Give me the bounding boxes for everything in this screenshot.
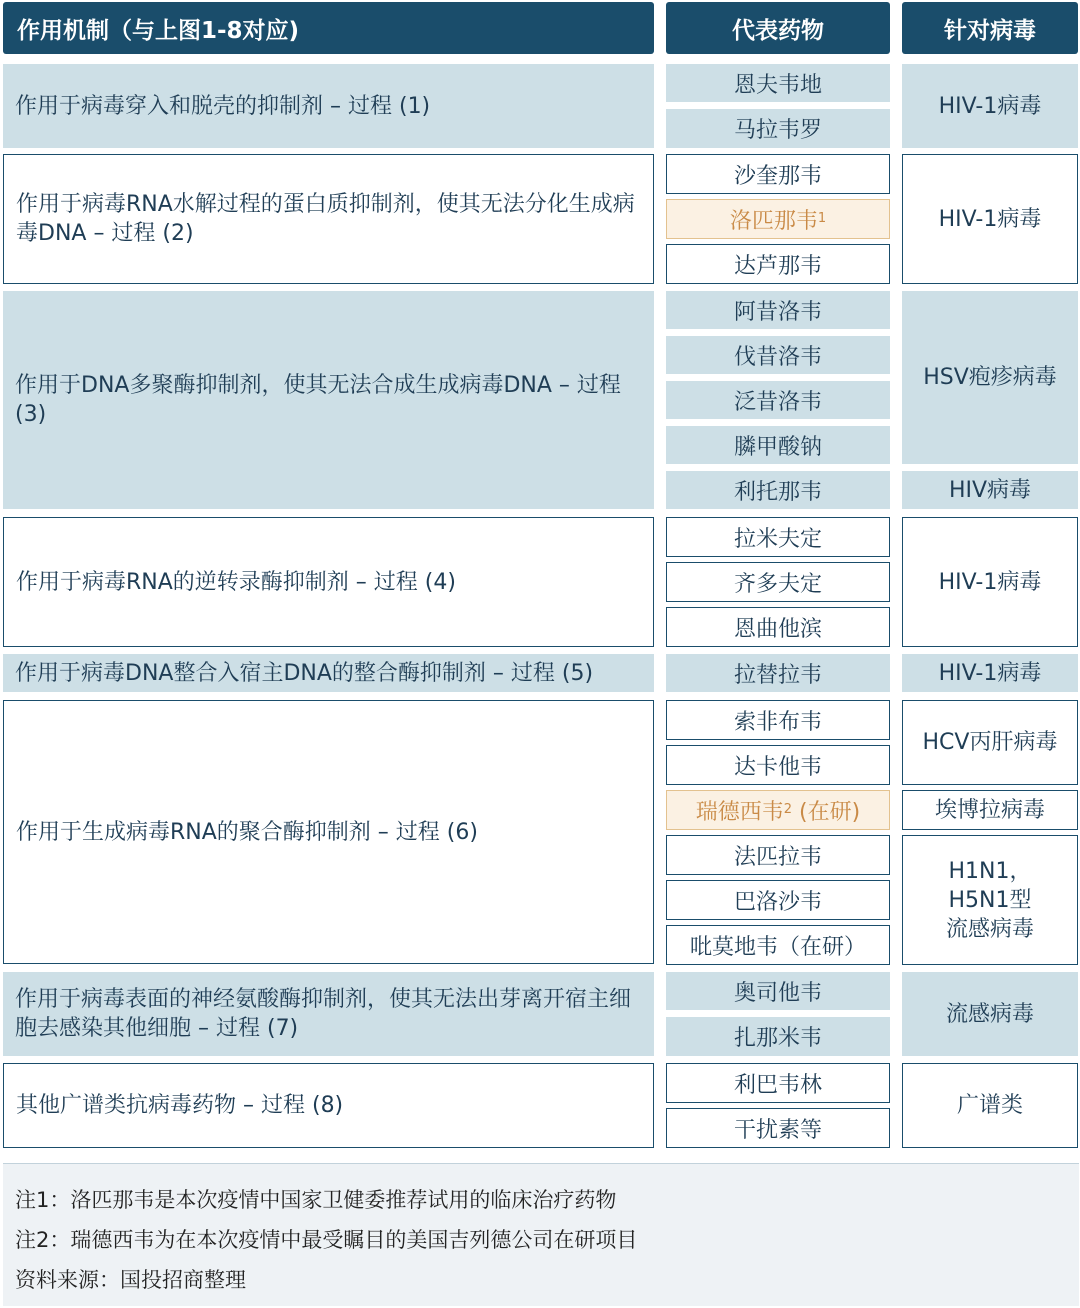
drug-cell: 索非布韦 bbox=[666, 700, 890, 740]
drug-cell: 马拉韦罗 bbox=[666, 109, 890, 148]
virus-cell: HIV-1病毒 bbox=[902, 154, 1078, 284]
virus-cell: HIV-1病毒 bbox=[902, 654, 1078, 692]
mechanism-5: 作用于病毒DNA整合入宿主DNA的整合酶抑制剂 – 过程 (5) bbox=[3, 654, 654, 692]
drug-cell: 法匹拉韦 bbox=[666, 835, 890, 875]
mechanism-7: 作用于病毒表面的神经氨酸酶抑制剂，使其无法出芽离开宿主细胞去感染其他细胞 – 过程 (7) bbox=[3, 972, 654, 1056]
mechanism-4: 作用于病毒RNA的逆转录酶抑制剂 – 过程 (4) bbox=[3, 517, 654, 647]
drug-cell: 恩夫韦地 bbox=[666, 64, 890, 102]
mechanism-3: 作用于DNA多聚酶抑制剂，使其无法合成生成病毒DNA – 过程 (3) bbox=[3, 291, 654, 509]
drug-cell: 伐昔洛韦 bbox=[666, 336, 890, 374]
mechanism-2: 作用于病毒RNA水解过程的蛋白质抑制剂，使其无法分化生成病毒DNA – 过程 (2) bbox=[3, 154, 654, 284]
drug-cell: 达卡他韦 bbox=[666, 745, 890, 785]
drug-cell: 沙奎那韦 bbox=[666, 154, 890, 194]
drug-cell: 泛昔洛韦 bbox=[666, 381, 890, 419]
drug-status: (在研) bbox=[792, 799, 861, 825]
virus-cell: HIV-1病毒 bbox=[902, 517, 1078, 647]
drug-cell-highlighted: 洛匹那韦 1 bbox=[666, 199, 890, 239]
drug-cell: 齐多夫定 bbox=[666, 562, 890, 602]
drug-name: 洛匹那韦 bbox=[729, 208, 818, 234]
drug-cell: 阿昔洛韦 bbox=[666, 291, 890, 329]
virus-cell: 流感病毒 bbox=[902, 972, 1078, 1056]
drug-cell: 巴洛沙韦 bbox=[666, 880, 890, 920]
note-1: 注1：洛匹那韦是本次疫情中国家卫健委推荐试用的临床治疗药物 bbox=[15, 1188, 617, 1212]
mechanism-8: 其他广谱类抗病毒药物 – 过程 (8) bbox=[3, 1063, 654, 1148]
drug-cell: 拉替拉韦 bbox=[666, 654, 890, 692]
header-virus: 针对病毒 bbox=[902, 2, 1078, 54]
drug-cell: 膦甲酸钠 bbox=[666, 426, 890, 464]
drug-cell: 恩曲他滨 bbox=[666, 607, 890, 647]
header-drug: 代表药物 bbox=[666, 2, 890, 54]
drug-cell: 干扰素等 bbox=[666, 1108, 890, 1148]
virus-cell-influenza bbox=[902, 835, 1078, 965]
virus-line: H1N1， bbox=[948, 858, 1032, 884]
mechanism-1: 作用于病毒穿入和脱壳的抑制剂 – 过程 (1) bbox=[3, 64, 654, 148]
drug-cell: 扎那米韦 bbox=[666, 1017, 890, 1056]
drug-cell: 拉米夫定 bbox=[666, 517, 890, 557]
source-note: 资料来源：国投招商整理 bbox=[15, 1268, 246, 1292]
drug-cell: 奥司他韦 bbox=[666, 972, 890, 1010]
drug-cell-highlighted: 瑞德西韦 2 (在研) bbox=[666, 790, 890, 830]
virus-cell: HIV病毒 bbox=[902, 471, 1078, 509]
drug-cell: 利托那韦 bbox=[666, 471, 890, 509]
virus-line: H5N1型 bbox=[948, 887, 1032, 913]
header-mechanism: 作用机制（与上图1-8对应) bbox=[3, 2, 654, 54]
drug-name: 瑞德西韦 bbox=[695, 799, 784, 825]
virus-cell: 埃博拉病毒 bbox=[902, 790, 1078, 830]
virus-cell: HCV丙肝病毒 bbox=[902, 700, 1078, 785]
drug-cell: 吡莫地韦（在研） bbox=[666, 925, 890, 965]
drug-cell: 达芦那韦 bbox=[666, 244, 890, 284]
virus-cell: HSV疱疹病毒 bbox=[902, 291, 1078, 464]
note-2: 注2：瑞德西韦为在本次疫情中最受瞩目的美国吉列德公司在研项目 bbox=[15, 1228, 638, 1252]
virus-line: 流感病毒 bbox=[945, 916, 1034, 942]
notes-panel bbox=[3, 1163, 1079, 1306]
drug-cell: 利巴韦林 bbox=[666, 1063, 890, 1103]
mechanism-6: 作用于生成病毒RNA的聚合酶抑制剂 – 过程 (6) bbox=[3, 700, 654, 964]
virus-cell: HIV-1病毒 bbox=[902, 64, 1078, 148]
virus-cell: 广谱类 bbox=[902, 1063, 1078, 1148]
